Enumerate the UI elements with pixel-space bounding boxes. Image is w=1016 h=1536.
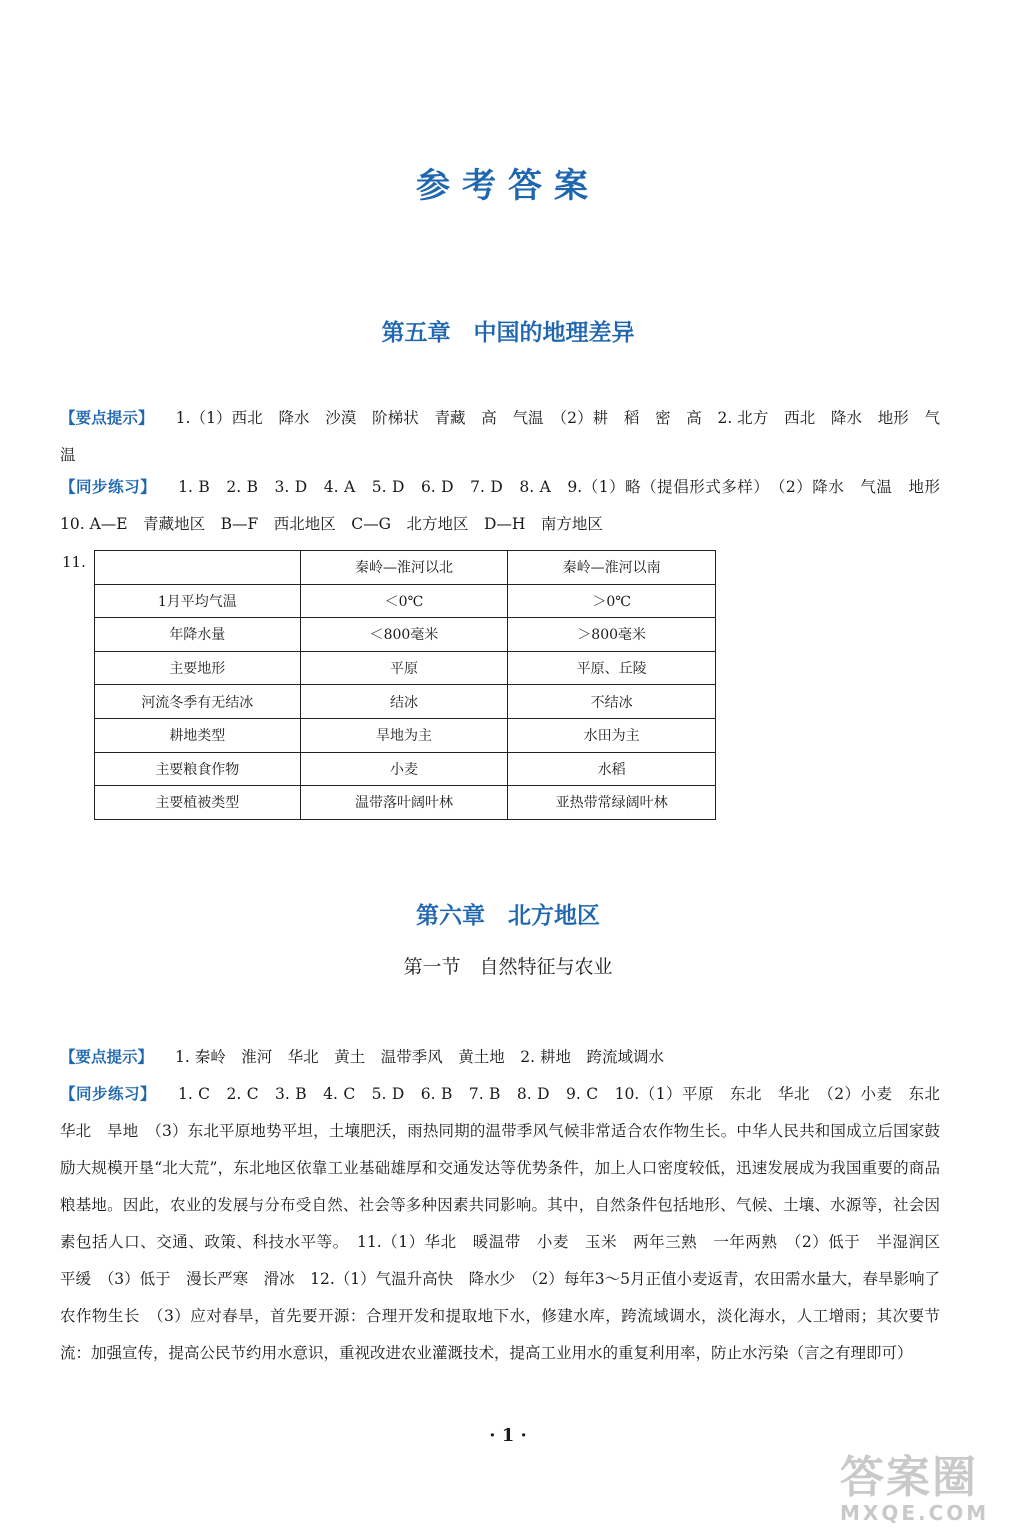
table-row	[95, 786, 716, 820]
watermark-text: 答案圈	[840, 1452, 978, 1503]
table-row	[95, 685, 716, 719]
table-cell: 水稻	[508, 752, 716, 786]
table-cell: 旱地为主	[300, 718, 508, 752]
table-row-label: 年降水量	[95, 618, 301, 652]
table-cell: ＞0℃	[508, 584, 716, 618]
practice-text: 1. C 2. C 3. B 4. C 5. D 6. B 7. B 8. D 9. C 10.（1）平原 东北 华北 （2）小麦 东北 华北 旱地 （3）东北平原地势平坦，土壤肥沃，雨热同期的温带季风气候非常适合农作物生长。中华人民共和国成立后国家鼓励大规模开垦“北大荒”，东北地区依靠工业基础雄厚和交通发达等优势条件，加上人口密度较低，迅速发展成为我国重要的商品粮基地。因此，农业的发展与分布受自然、社会等多种因素共同影响。其中，自然条件包括地形、气候、土壤、水源等，社会因素包括人口、交通、政策、科技水平等。 11.（1）华北 暖温带 小麦 玉米 两年三熟 一年两熟 （2）低于 半湿润区 平缓 （3）低于 漫长严寒 滑冰 12.（1）气温升高快 降水少 （2）每年3～5月正值小麦返青，农田需水量大，春旱影响了农作物生长 （3）应对春旱，首先要开源：合理开发和提取地下水，修建水库，跨流域调水，淡化海水，人工增雨；其次要节流：加强宣传，提高公民节约用水意识，重视改进农业灌溉技术，提高工业用水的重复利用率，防止水污染（言之有理即可）	[60, 1085, 956, 1362]
section-title: 第一节 自然特征与农业	[403, 956, 613, 978]
table-row-label: 1月平均气温	[95, 584, 301, 618]
key-points-label: 【要点提示】	[60, 409, 154, 427]
chapter-6-practice	[60, 1076, 956, 1372]
chapter-6-title: 第六章 北方地区	[416, 903, 600, 929]
table-header-row	[95, 551, 716, 585]
table-cell: 小麦	[300, 752, 508, 786]
table-cell: 平原	[300, 651, 508, 685]
comparison-table	[94, 550, 716, 820]
table-row	[95, 618, 716, 652]
table-row	[95, 718, 716, 752]
watermark-url: MXQE.COM	[840, 1501, 990, 1525]
table-row-label: 主要植被类型	[95, 786, 301, 820]
practice-label: 【同步练习】	[60, 1085, 156, 1103]
key-points-label: 【要点提示】	[60, 1048, 154, 1066]
page-number: · 1 ·	[489, 1425, 527, 1446]
table-cell: 平原、丘陵	[508, 651, 716, 685]
table-row	[95, 752, 716, 786]
table-cell: 结冰	[300, 685, 508, 719]
table-row	[95, 584, 716, 618]
table-row-label: 耕地类型	[95, 718, 301, 752]
table-row-label: 主要地形	[95, 651, 301, 685]
table-header-cell: 秦岭—淮河以北	[300, 551, 508, 585]
table-header-cell: 秦岭—淮河以南	[508, 551, 716, 585]
practice-text: 1. B 2. B 3. D 4. A 5. D 6. D 7. D 8. A 9.（1）略（提倡形式多样） （2）降水 气温 地形 10. A—E 青藏地区 B—F 西北地区 C—G 北方地区 D—H 南方地区	[60, 478, 956, 533]
table-cell: 水田为主	[508, 718, 716, 752]
table-cell: ＜0℃	[300, 584, 508, 618]
chapter-5-key-points	[60, 400, 940, 474]
table-cell: 温带落叶阔叶林	[300, 786, 508, 820]
practice-label: 【同步练习】	[60, 478, 157, 496]
table-cell: 不结冰	[508, 685, 716, 719]
page-title: 参考答案	[416, 166, 600, 206]
table-cell: ＜800毫米	[300, 618, 508, 652]
table-header-cell	[95, 551, 301, 585]
key-points-text: 1. 秦岭 淮河 华北 黄土 温带季风 黄土地 2. 耕地 跨流域调水	[175, 1048, 664, 1066]
chapter-5-title: 第五章 中国的地理差异	[381, 320, 635, 346]
chapter-6-key-points	[60, 1039, 940, 1076]
question-number: 11.	[62, 553, 86, 571]
table-row-label: 河流冬季有无结冰	[95, 685, 301, 719]
table-row	[95, 651, 716, 685]
watermark-logo	[840, 1452, 1000, 1530]
chapter-5-practice	[60, 469, 956, 543]
table-cell: 亚热带常绿阔叶林	[508, 786, 716, 820]
key-points-text: 1.（1）西北 降水 沙漠 阶梯状 青藏 高 气温 （2）耕 稻 密 高 2. 北方 西北 降水 地形 气温	[60, 409, 940, 464]
table-row-label: 主要粮食作物	[95, 752, 301, 786]
table-cell: ＞800毫米	[508, 618, 716, 652]
